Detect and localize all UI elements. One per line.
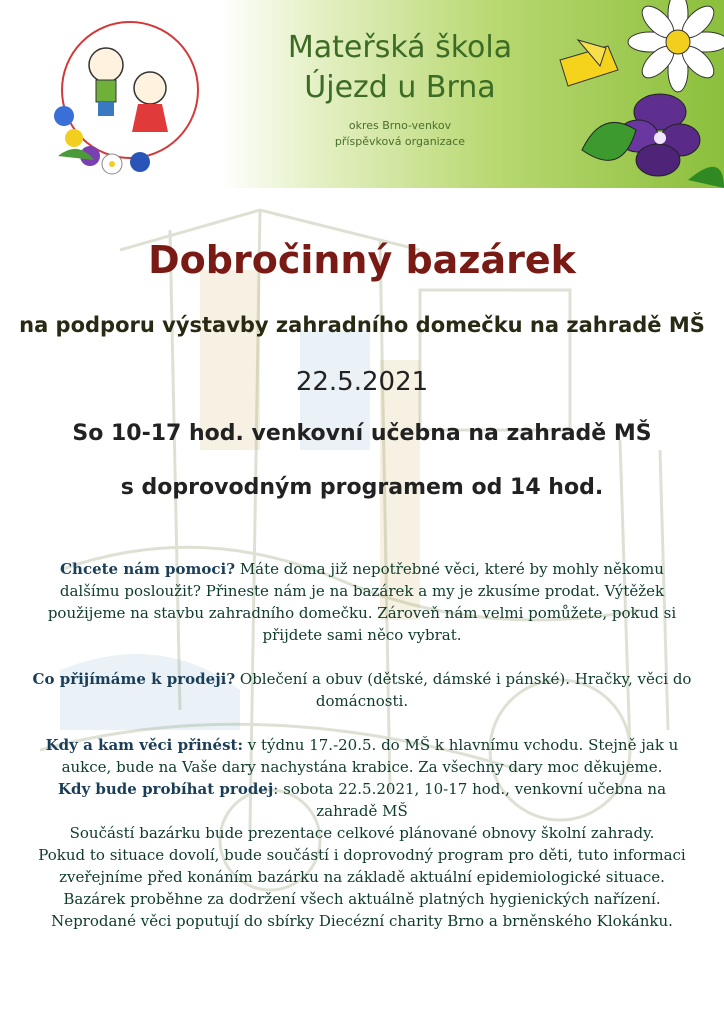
header-title-line1: Mateřská škola	[287, 30, 513, 65]
header-title	[250, 28, 550, 108]
paragraph-charity: Neprodané věci poputují do sbírky Diecézní charity Brno a brněnského Klokánku.	[51, 912, 673, 930]
paragraph-program: Pokud to situace dovolí, bude součástí i doprovodný program pro děti, tuto informaci zveřejníme před konáním bazárku na základě aktuální epidemiologické situace.	[38, 846, 686, 886]
header-sub-line1: okres Brno-venkov	[348, 119, 452, 132]
poster-title: Dobročinný bazárek	[148, 238, 576, 282]
paragraph-presentation: Součástí bazárku bude prezentace celkové plánované obnovy školní zahrady.	[69, 824, 655, 842]
paragraph-dropoff	[30, 734, 694, 778]
paragraph-dropoff-text: v týdnu 17.-20.5. do MŠ k hlavnímu vchodu. Stejně jak u aukce, bude na Vaše dary nachystána krabice. Za všechny dary moc děkujeme.	[61, 736, 679, 776]
school-logo	[38, 10, 208, 180]
paragraph-accepted-items	[30, 668, 694, 712]
daisy-flower	[628, 0, 724, 92]
paragraph-help-lead: Chcete nám pomoci?	[60, 560, 236, 578]
paragraph-sale-lead: Kdy bude probíhat prodej	[57, 780, 274, 798]
event-date: 22.5.2021	[295, 367, 429, 397]
boy-figure	[89, 48, 123, 116]
header-sub-line2: příspěvková organizace	[334, 135, 466, 148]
yellow-flower	[560, 40, 618, 86]
event-program-note: s doprovodným programem od 14 hod.	[120, 475, 604, 500]
paragraph-accepted-lead: Co přijímáme k prodeji?	[32, 670, 236, 688]
event-time-place: So 10-17 hod. venkovní učebna na zahradě MŠ	[72, 421, 652, 446]
paragraph-help-text: Máte doma již nepotřebné věci, které by mohly někomu dalšímu posloužit? Přineste nám je na bazárek a my je zkusíme prodat. Výtěžek použijeme na stavbu zahradního domečku. Zároveň nám velmi pomůžete, pokud si přijdete sami něco vybrat.	[47, 560, 677, 644]
poster-subtitle: na podporu výstavby zahradního domečku na zahradě MŠ	[19, 313, 705, 337]
paragraph-dropoff-lead: Kdy a kam věci přinést:	[45, 736, 244, 754]
girl-figure	[132, 72, 168, 132]
header-subtitle	[250, 118, 550, 150]
body-text	[30, 558, 694, 932]
paragraph-sale-text: : sobota 22.5.2021, 10-17 hod., venkovní učebna na zahradě MŠ	[273, 780, 667, 820]
paragraph-sale-time	[30, 778, 694, 822]
paragraph-help	[30, 558, 694, 646]
paragraph-accepted-text: Oblečení a obuv (dětské, dámské i pánské). Hračky, věci do domácnosti.	[235, 670, 692, 710]
paragraph-hygiene: Bazárek proběhne za dodržení všech aktuálně platných hygienických nařízení.	[63, 890, 661, 908]
header-title-line2: Újezd u Brna	[304, 70, 496, 105]
header-flowers-illustration	[548, 0, 724, 188]
